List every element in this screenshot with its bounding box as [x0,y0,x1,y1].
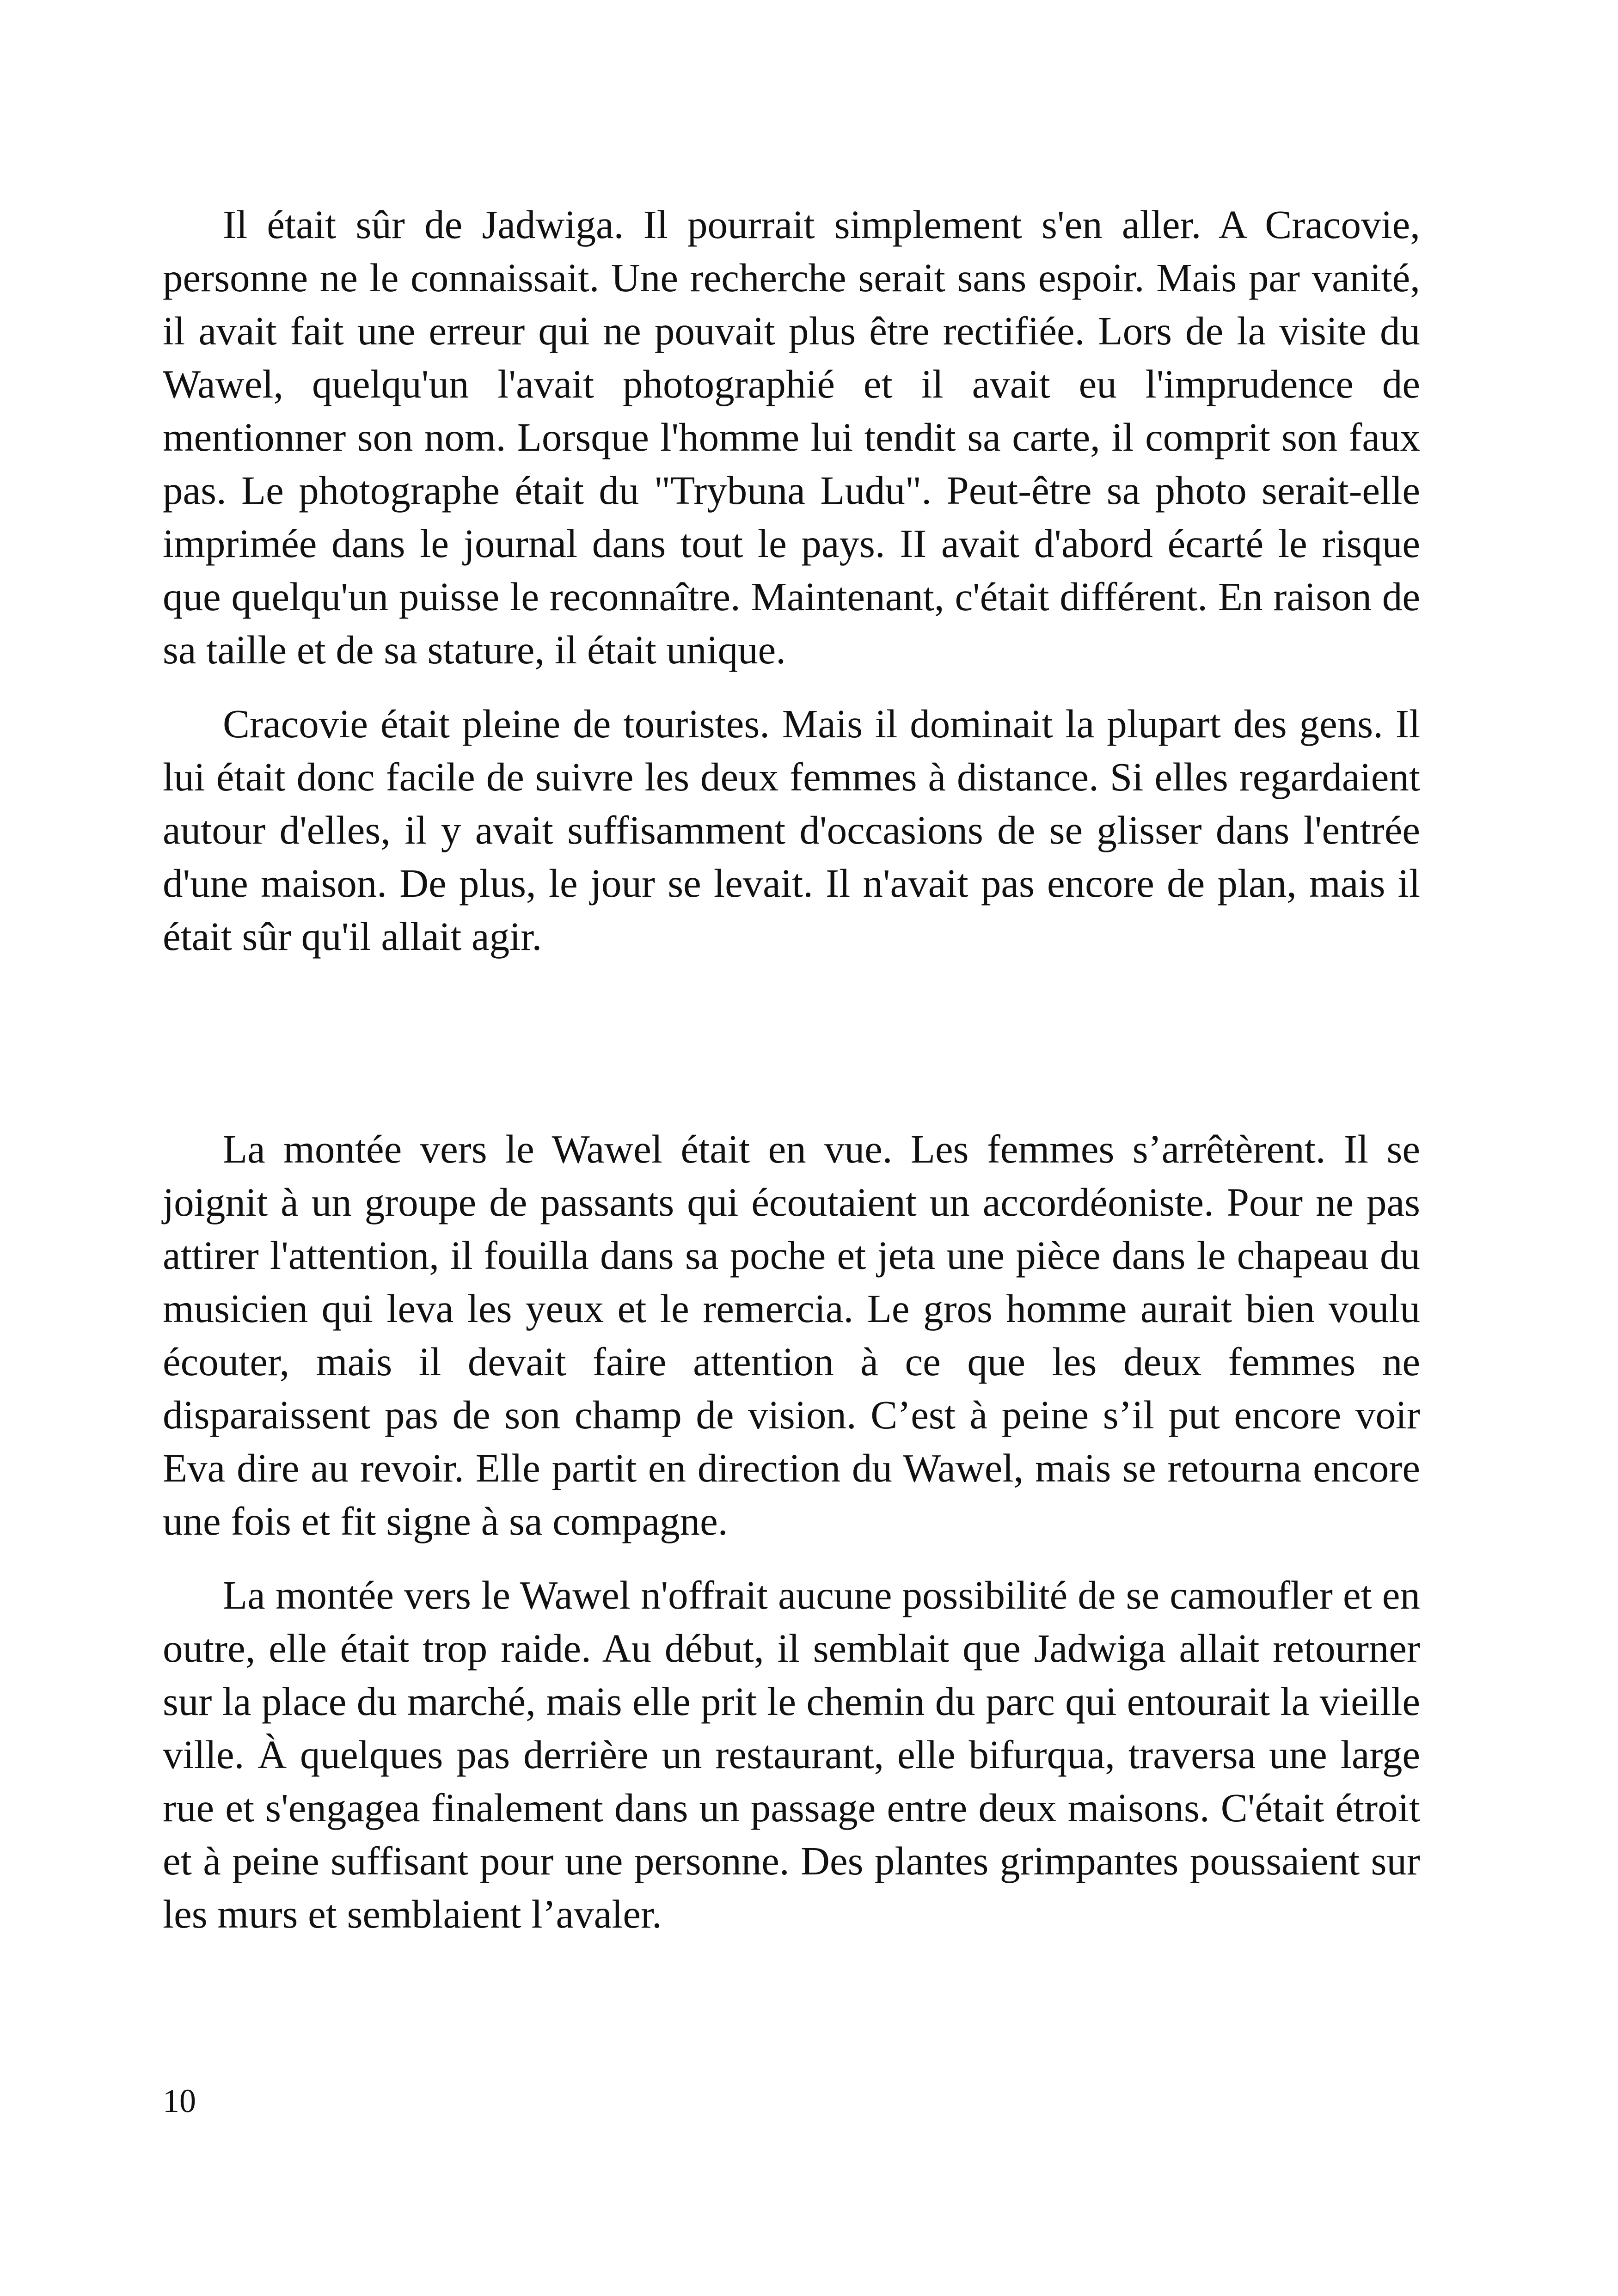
paragraph: La montée vers le Wawel était en vue. Les femmes s’arrêtèrent. Il se joignit à un groupe de passants qui écoutaient un accordéoniste. Pour ne pas attirer l'attention, il fouilla dans sa poche et jeta une pièce dans le chapeau du musicien qui leva les yeux et le remercia. Le gros homme aurait bien voulu écouter, mais il devait faire attention à ce que les deux femmes ne disparaissent pas de son champ de vision. C’est à peine s’il put encore voir Eva dire au revoir. Elle partit en direction du Wawel, mais se retourna encore une fois et fit signe à sa compagne. [163,1127,1420,1543]
text-section-2 [163,1122,1420,1941]
page-number: 10 [163,2082,196,2119]
text-section-1 [163,198,1420,963]
paragraph: Cracovie était pleine de touristes. Mais il dominait la plupart des gens. Il lui était donc facile de suivre les deux femmes à distance. Si elles regardaient autour d'elles, il y avait suffisamment d'occasions de se glisser dans l'entrée d'une maison. De plus, le jour se levait. Il n'avait pas encore de plan, mais il était sûr qu'il allait agir. [163,701,1420,959]
paragraph: La montée vers le Wawel n'offrait aucune possibilité de se camoufler et en outre, elle était trop raide. Au début, il semblait que Jadwiga allait retourner sur la place du marché, mais elle prit le chemin du parc qui entourait la vieille ville. À quelques pas derrière un restaurant, elle bifurqua, traversa une large rue et s'engagea finalement dans un passage entre deux maisons. C'était étroit et à peine suffisant pour une personne. Des plantes grimpantes poussaient sur les murs et semblaient l’avaler. [163,1573,1420,1936]
paragraph: Il était sûr de Jadwiga. Il pourrait simplement s'en aller. A Cracovie, personne ne le connaissait. Une recherche serait sans espoir. Mais par vanité, il avait fait une erreur qui ne pouvait plus être rectifiée. Lors de la visite du Wawel, quelqu'un l'avait photographié et il avait eu l'imprudence de mentionner son nom. Lorsque l'homme lui tendit sa carte, il comprit son faux pas. Le photographe était du "Trybuna Ludu". Peut-être sa photo serait-elle imprimée dans le journal dans tout le pays. II avait d'abord écarté le risque que quelqu'un puisse le reconnaître. Maintenant, c'était différent. En raison de sa taille et de sa stature, il était unique. [163,202,1420,672]
